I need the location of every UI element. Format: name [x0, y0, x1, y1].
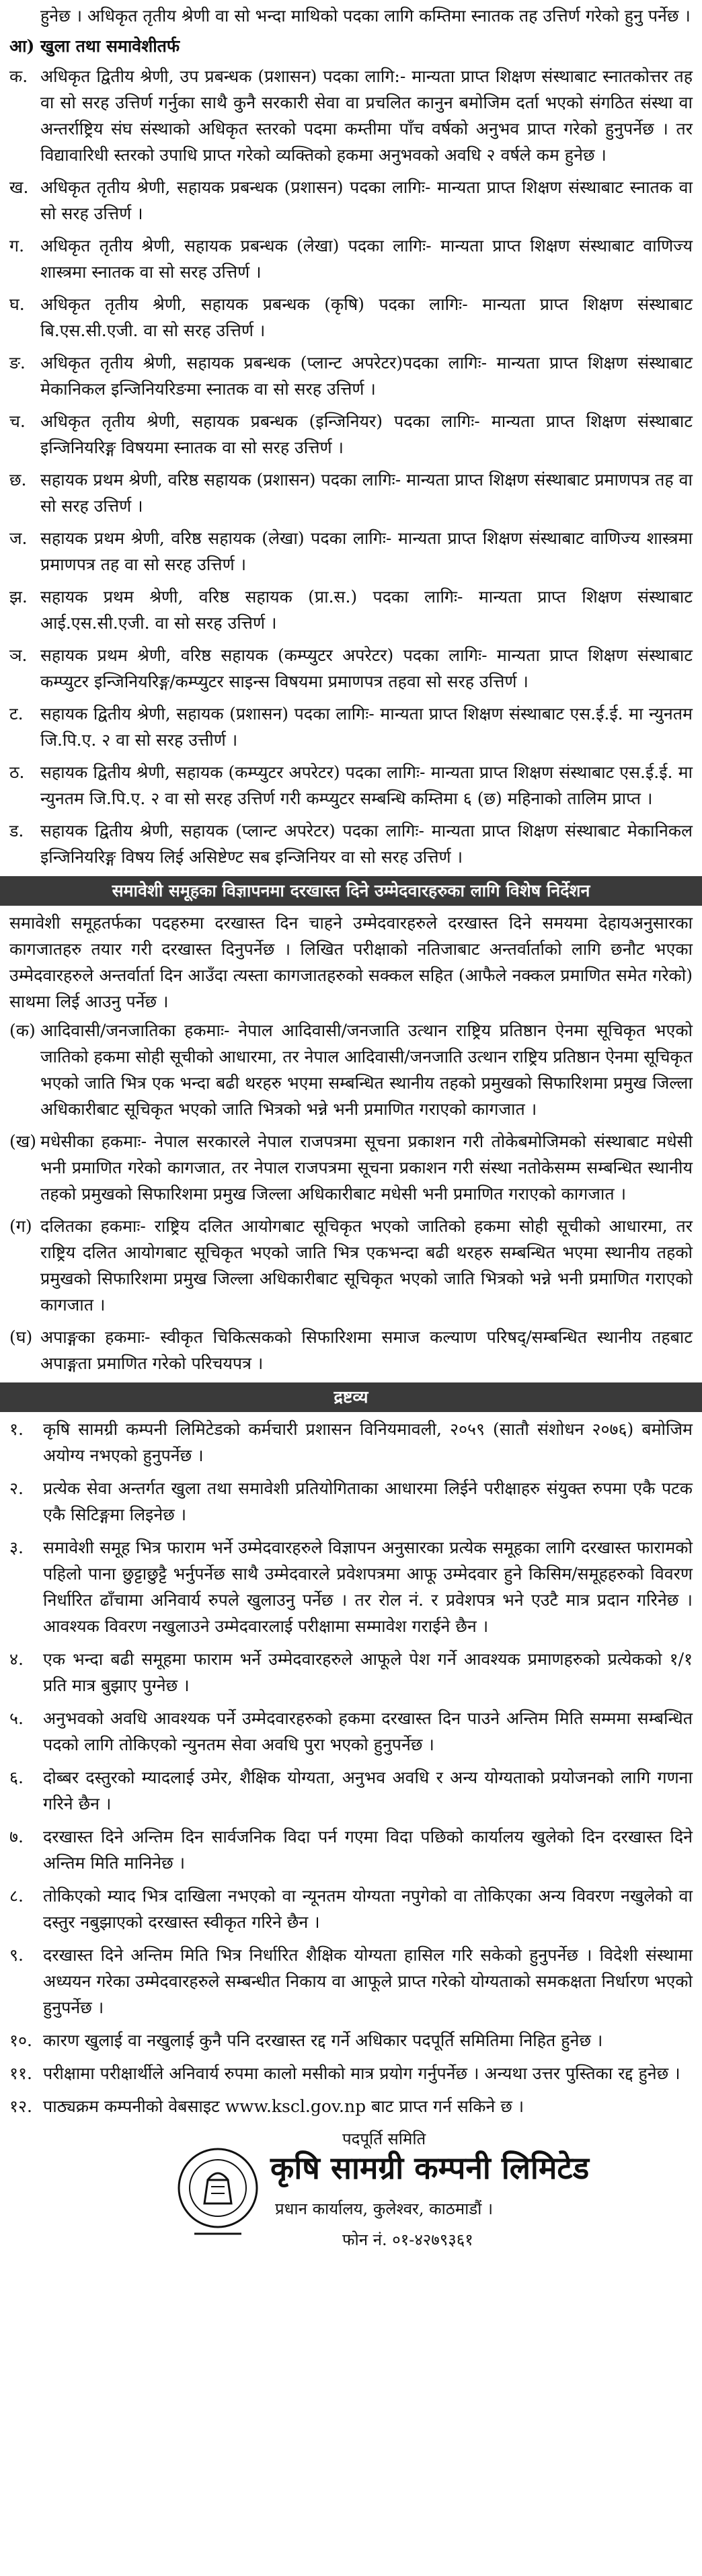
item-marker: क.: [9, 67, 28, 86]
note-number: १२.: [9, 2097, 32, 2116]
qualification-item: [9, 642, 693, 695]
company-logo-icon: [174, 2140, 262, 2240]
item-marker: छ.: [9, 470, 27, 490]
note-item: [9, 2093, 693, 2119]
item-text: अधिकृत तृतीय श्रेणी, सहायक प्रबन्धक (प्लान्ट अपरेटर)पदका लागिः- मान्यता प्राप्त शिक्षण संस्थाबाट मेकानिकल इन्जिनियरिङमा स्नातक वा सो सरह उत्तिर्ण ।: [40, 353, 693, 399]
qualification-item: [9, 701, 693, 753]
item-text: आदिवासी/जनजातिका हकमाः- नेपाल आदिवासी/जनजाति उत्थान राष्ट्रिय प्रतिष्ठान ऐनमा सूचिकृत भएको जातिको हकमा सोही सूचीको आधारमा, तर नेपाल आदिवासी/जनजाति उत्थान राष्ट्रिय प्रतिष्ठान ऐनमा सूचिकृत भएको जाति भित्र एक भन्दा बढी थरहरु भएमा सम्बन्धित स्थानीय तहको प्रमुखको सिफारिशमा प्रमुख जिल्ला अधिकारीबाट सूचिकृत भएको जाति भित्रको भन्ने भनी प्रमाणित गराएको कागजात ।: [40, 1021, 693, 1119]
item-marker: ग.: [9, 236, 25, 256]
item-text: सहायक प्रथम श्रेणी, वरिष्ठ सहायक (प्रा.स.) पदका लागिः- मान्यता प्राप्त शिक्षण संस्थाबाट आई.एस.सी.एजी. वा सो सरह उत्तिर्ण ।: [40, 587, 693, 633]
note-text: प्रत्येक सेवा अन्तर्गत खुला तथा समावेशी प्रतियोगिताका आधारमा लिईने परीक्षाहरु संयुक्त रुपमा एकै पटक एकै सिटिङ्गमा लिइनेछ ।: [43, 1479, 693, 1524]
note-number: ८.: [9, 1886, 24, 1906]
item-text: अधिकृत तृतीय श्रेणी, सहायक प्रबन्धक (प्रशासन) पदका लागिः- मान्यता प्राप्त शिक्षण संस्थाबाट स्नातक वा सो सरह उत्तिर्ण ।: [40, 178, 693, 223]
notes-list: [9, 1416, 693, 2119]
qualification-item: [9, 174, 693, 227]
item-marker: ञ.: [9, 646, 28, 665]
footer-signature-block: [9, 2126, 693, 2288]
note-number: १.: [9, 1419, 24, 1439]
notes-banner: द्रष्टव्य: [0, 1382, 702, 1412]
inclusive-item: [9, 1324, 693, 1376]
note-text: समावेशी समूह भित्र फाराम भर्ने उम्मेदवारहरुले विज्ञापन अनुसारका प्रत्येक समूहका लागि दरखास्त फारामको पहिलो पाना छुट्टाछुट्टै भर्नुपर्नेछ साथै उम्मेदवारले प्रवेशपत्रमा आफू उम्मेदवार हुने किसिम/समूहहरुको विवरण निर्धारित ढाँचामा अनिवार्य रुपले खुलाउनु पर्नेछ । तर रोल नं. र प्रवेशपत्र भने एउटै मात्र प्रदान गरिनेछ । आवश्यक विवरण नखुलाउने उम्मेदवारलाई परीक्षामा सम्मावेश गराईने छैन ।: [43, 1538, 693, 1636]
inclusive-item: [9, 1017, 693, 1122]
note-number: २.: [9, 1479, 24, 1498]
item-text: अधिकृत तृतीय श्रेणी, सहायक प्रबन्धक (कृषि) पदका लागिः- मान्यता प्राप्त शिक्षण संस्थाबाट बि.एस.सी.एजी. वा सो सरह उत्तिर्ण ।: [40, 295, 693, 340]
qualification-item: [9, 759, 693, 812]
item-marker: ङ.: [9, 353, 26, 373]
qualification-item: [9, 63, 693, 168]
item-text: मधेसीका हकमाः- नेपाल सरकारले नेपाल राजपत्रमा सूचना प्रकाशन गरी तोकेबमोजिमको संस्थाबाट मधेसी भनी प्रमाणित गरेको कागजात, तर नेपाल राजपत्रमा सूचना प्रकाशन गरी संस्था नतोकेसम्म सम्बन्धित स्थानीय तहको प्रमुखको सिफारिशमा प्रमुख जिल्ला अधिकारीबाट मधेसी भनी प्रमाणित गराएको कागजात ।: [40, 1132, 693, 1204]
item-marker: ट.: [9, 704, 24, 724]
note-text: पाठ्यक्रम कम्पनीको वेबसाइट www.kscl.gov.np बाट प्राप्त गर्न सकिने छ ।: [43, 2097, 524, 2116]
inclusive-instructions-banner: समावेशी समूहका विज्ञापनमा दरखास्त दिने उम्मेदवारहरुका लागि विशेष निर्देशन: [0, 876, 702, 906]
item-marker: ज.: [9, 529, 28, 548]
intro-paragraph: हुनेछ । अधिकृत तृतीय श्रेणी वा सो भन्दा माथिको पदका लागि कम्तिमा स्नातक तह उत्तिर्ण गरेको हुनु पर्नेछ ।: [40, 6, 691, 26]
note-item: [9, 1475, 693, 1528]
company-phone: फोन नं. ०१-४२७९३६१: [342, 2230, 473, 2249]
item-marker: घ.: [9, 295, 25, 314]
note-text: कृषि सामग्री कम्पनी लिमिटेडको कर्मचारी प्रशासन विनियमावली, २०५९ (सातौ संशोधन २०७६) बमोजिम अयोग्य नभएको हुनुपर्नेछ ।: [43, 1419, 693, 1465]
item-marker: (ग): [9, 1216, 32, 1236]
qualification-item: [9, 350, 693, 402]
item-text: अधिकृत तृतीय श्रेणी, सहायक प्रबन्धक (इन्जिनियर) पदका लागिः- मान्यता प्राप्त शिक्षण संस्थाबाट इन्जिनियरिङ्ग विषयमा स्नातक वा सो सरह उत्तिर्ण ।: [40, 412, 693, 457]
note-text: दरखास्त दिने अन्तिम मिति भित्र निर्धारित शैक्षिक योग्यता हासिल गरि सकेको हुनुपर्नेछ । विदेशी संस्थामा अध्ययन गरेका उम्मेदवारहरुले सम्बन्धीत निकाय वा आफूले प्राप्त गरेको योग्यताको समकक्षता निर्धारण भएको हुनुपर्नेछ ।: [43, 1945, 693, 2017]
note-number: १०.: [9, 2031, 32, 2050]
committee-name: पदपूर्ति समिति: [342, 2130, 426, 2148]
qualification-item: [9, 818, 693, 870]
company-name: कृषि सामग्री कम्पनी लिमिटेड: [270, 2150, 590, 2186]
note-number: ६.: [9, 1768, 24, 1787]
item-text: सहायक द्वितीय श्रेणी, सहायक (कम्प्युटर अपरेटर) पदका लागिः- मान्यता प्राप्त शिक्षण संस्थाबाट एस.ई.ई. मा न्युनतम जि.पि.ए. २ वा सो सरह उत्तिर्ण गरी कम्प्युटर सम्बन्धि कम्तिमा ६ (छ) महिनाको तालिम प्राप्त ।: [40, 763, 693, 808]
item-marker: च.: [9, 412, 26, 431]
section-heading: [9, 33, 693, 59]
qualification-item: [9, 233, 693, 285]
item-text: दलितका हकमाः- राष्ट्रिय दलित आयोगबाट सूचिकृत भएको जातिको हकमा सोही सूचीको आधारमा, तर राष्ट्रिय दलित आयोगबाट सूचिकृत भएको जाति भित्र एकभन्दा बढी थरहरु सम्बन्धित भएमा स्थानीय तहको प्रमुखको सिफारिशमा प्रमुख जिल्ला अधिकारीबाट सूचिकृत भएको जाति भित्रको भन्ने भनी प्रमाणित गराएको कागजात ।: [40, 1216, 693, 1315]
company-address: प्रधान कार्यालय, कुलेश्वर, काठमाडौं ।: [275, 2199, 494, 2218]
note-item: [9, 1883, 693, 1935]
inclusive-item: [9, 1128, 693, 1207]
qualification-item: [9, 467, 693, 519]
note-item: [9, 1764, 693, 1817]
note-item: [9, 1824, 693, 1876]
section-title: खुला तथा समावेशीतर्फ: [40, 36, 180, 56]
note-number: ४.: [9, 1649, 24, 1669]
note-item: [9, 1534, 693, 1639]
item-text: अधिकृत तृतीय श्रेणी, सहायक प्रबन्धक (लेखा) पदका लागिः- मान्यता प्राप्त शिक्षण संस्थाबाट वाणिज्य शास्त्रमा स्नातक वा सो सरह उत्तिर्ण ।: [40, 236, 693, 282]
item-marker: (घ): [9, 1327, 33, 1347]
note-text: दोब्बर दस्तुरको म्यादलाई उमेर, शैक्षिक योग्यता, अनुभव अवधि र अन्य योग्यताको प्रयोजनको लागि गणना गरिने छैन ।: [43, 1768, 693, 1813]
item-marker: ड.: [9, 821, 24, 841]
item-text: सहायक प्रथम श्रेणी, वरिष्ठ सहायक (लेखा) पदका लागिः- मान्यता प्राप्त शिक्षण संस्थाबाट वाणिज्य शास्त्रमा प्रमाणपत्र तह वा सो सरह उत्तिर्ण ।: [40, 529, 693, 574]
note-item: [9, 1646, 693, 1699]
note-text: तोकिएको म्याद भित्र दाखिला नभएको वा न्यूनतम योग्यता नपुगेको वा तोकिएका अन्य विवरण नखुलेको वा दस्तुर नबुझाएको दरखास्त स्वीकृत गरिने छैन ।: [43, 1886, 693, 1932]
item-marker: ठ.: [9, 763, 25, 782]
item-marker: झ.: [9, 587, 28, 607]
note-text: एक भन्दा बढी समूहमा फाराम भर्ने उम्मेदवारहरुले आफूले पेश गर्ने आवश्यक प्रमाणहरुको प्रत्येकको १/१ प्रति मात्र बुझाए पुग्नेछ ।: [43, 1649, 693, 1695]
qualification-item: [9, 525, 693, 578]
note-text: कारण खुलाई वा नखुलाई कुनै पनि दरखास्त रद्द गर्ने अधिकार पदपूर्ति समितिमा निहित हुनेछ ।: [43, 2031, 603, 2050]
inclusive-item: [9, 1213, 693, 1318]
note-number: ७.: [9, 1827, 24, 1846]
inclusive-intro-paragraph: समावेशी समूहतर्फका पदहरुमा दरखास्त दिन चाहने उम्मेदवारहरुले दरखास्त दिने समयमा देहायअनुसारका कागजातहरु तयार गरी दरखास्त दिनुपर्नेछ । लिखित परीक्षाको नतिजाबाट अन्तर्वार्ताको लागि छनौट भएका उम्मेदवारहरुले अन्तर्वार्ता दिन आउँदा त्यस्ता कागजातहरुको सक्कल सहित (आफैले नक्कल प्रमाणित समेत गरेको) साथमा लिई आउनु पर्नेछ ।: [9, 913, 693, 1011]
note-number: ५.: [9, 1709, 24, 1728]
item-text: सहायक प्रथम श्रेणी, वरिष्ठ सहायक (कम्प्युटर अपरेटर) पदका लागिः- मान्यता प्राप्त शिक्षण संस्थाबाट कम्प्युटर इन्जिनियरिङ्ग/कम्प्युटर साइन्स विषयमा प्रमाणपत्र तहवा सो सरह उत्तिर्ण ।: [40, 646, 693, 691]
note-number: ११.: [9, 2064, 32, 2083]
item-text: अधिकृत द्वितीय श्रेणी, उप प्रबन्धक (प्रशासन) पदका लागि:- मान्यता प्राप्त शिक्षण संस्थाबाट स्नातकोत्तर तह वा सो सरह उत्तिर्ण गर्नुका साथै कुनै सरकारी सेवा वा प्रचलित कानुन बमोजिम दर्ता भएको संगठित संस्था वा अन्तर्राष्ट्रिय संघ संस्थाको अधिकृत स्तरको पदमा कम्तीमा पाँच वर्षको अनुभव प्राप्त गरेको हुनुपर्नेछ । तर विद्यावारिधी स्तरको उपाधि प्राप्त गरेको व्यक्तिको हकमा अनुभवको अवधि २ वर्षले कम हुनेछ ।: [40, 67, 693, 165]
section-label: आ): [9, 36, 35, 56]
item-marker: ख.: [9, 178, 29, 197]
note-number: ३.: [9, 1538, 24, 1557]
qualification-item: [9, 291, 693, 344]
note-item: [9, 1942, 693, 2021]
item-text: अपाङ्गका हकमाः- स्वीकृत चिकित्सकको सिफारिशमा समाज कल्याण परिषद्/सम्बन्धित स्थानीय तहबाट अपाङ्गता प्रमाणित गरेको परिचयपत्र ।: [40, 1327, 693, 1373]
note-item: [9, 1705, 693, 1758]
note-item: [9, 2027, 693, 2054]
note-item: [9, 2060, 693, 2086]
item-text: सहायक प्रथम श्रेणी, वरिष्ठ सहायक (प्रशासन) पदका लागिः- मान्यता प्राप्त शिक्षण संस्थाबाट प्रमाणपत्र तह वा सो सरह उत्तिर्ण ।: [40, 470, 693, 516]
note-text: अनुभवको अवधि आवश्यक पर्ने उम्मेदवारहरुको हकमा दरखास्त दिन पाउने अन्तिम मिति सम्ममा सम्बन्धित पदको लागि तोकिएको न्युनतम सेवा अवधि पुरा भएको हुनुपर्नेछ ।: [43, 1709, 693, 1754]
item-marker: (क): [9, 1021, 36, 1040]
note-text: परीक्षामा परीक्षार्थीले अनिवार्य रुपमा कालो मसीको मात्र प्रयोग गर्नुपर्नेछ । अन्यथा उत्तर पुस्तिका रद्द हुनेछ ।: [43, 2064, 680, 2083]
note-number: ९.: [9, 1945, 24, 1965]
item-text: सहायक द्वितीय श्रेणी, सहायक (प्लान्ट अपरेटर) पदका लागिः- मान्यता प्राप्त शिक्षण संस्थाबाट मेकानिकल इन्जिनियरिङ्ग विषय लिई असिष्टेण्ट सब इन्जिनियर वा सो सरह उत्तिर्ण ।: [40, 821, 693, 867]
item-marker: (ख): [9, 1132, 36, 1151]
qualification-item: [9, 584, 693, 636]
note-item: [9, 1416, 693, 1469]
qualification-item: [9, 408, 693, 461]
open-inclusive-list: [9, 63, 693, 870]
note-text: दरखास्त दिने अन्तिम दिन सार्वजनिक विदा पर्न गएमा विदा पछिको कार्यालय खुलेको दिन दरखास्त दिने अन्तिम मिति मानिनेछ ।: [43, 1827, 693, 1873]
item-text: सहायक द्वितीय श्रेणी, सहायक (प्रशासन) पदका लागिः- मान्यता प्राप्त शिक्षण संस्थाबाट एस.ई.ई. मा न्युनतम जि.पि.ए. २ वा सो सरह उत्तीर्ण ।: [40, 704, 693, 750]
inclusive-document-list: [9, 1017, 693, 1376]
